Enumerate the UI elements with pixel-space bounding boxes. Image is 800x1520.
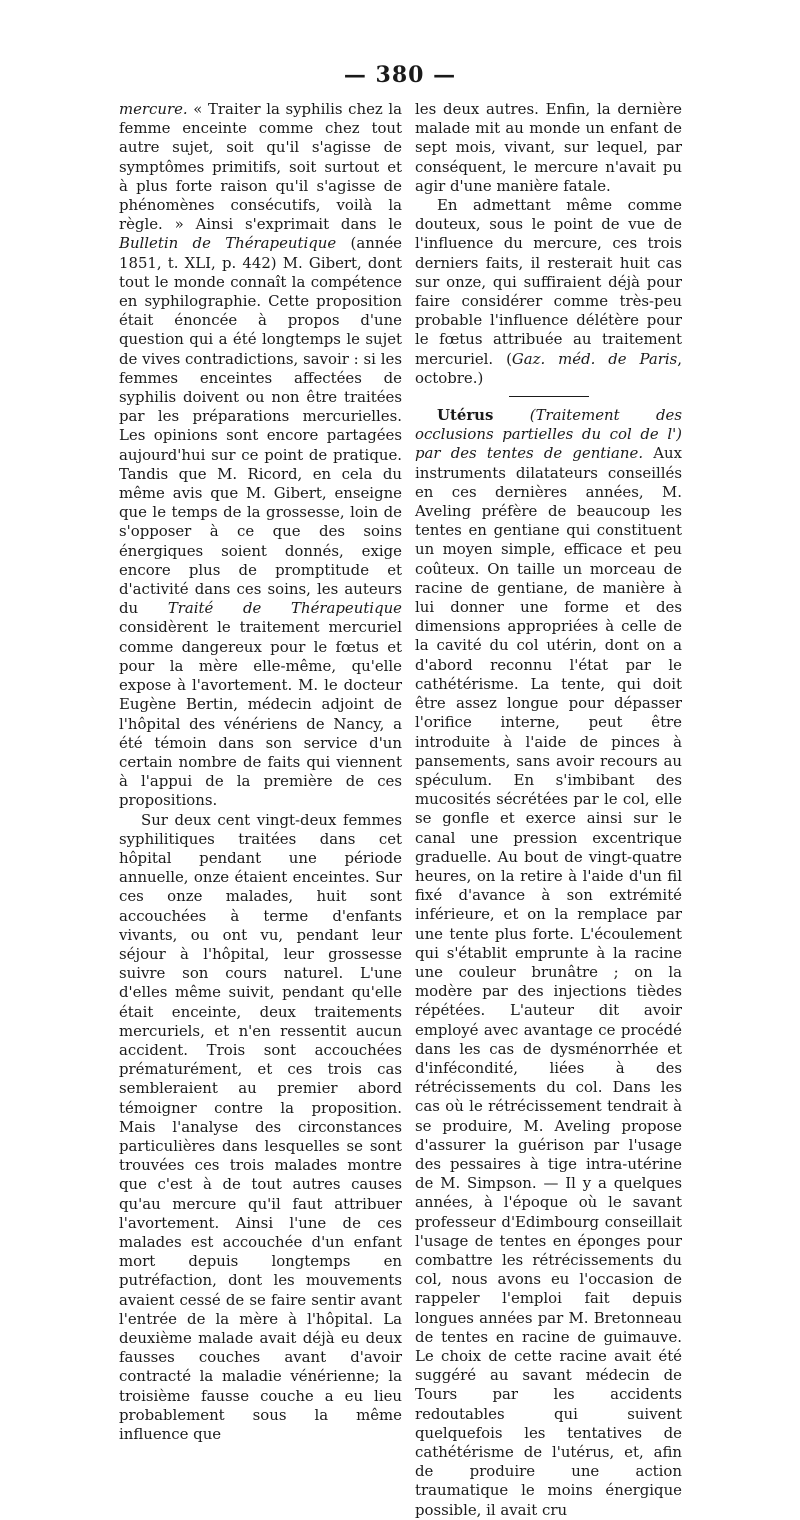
paragraph-text: , octobre.)	[415, 349, 682, 387]
lead-word: mercure.	[119, 100, 188, 118]
section-title: Utérus	[437, 406, 494, 425]
paragraph: Sur deux cent vingt-deux femmes syphilitiques traitées dans cet hôpital pendant une période annuelle, onze étaient enceintes. Sur ces onze malades, huit sont accouchées à terme d'enfants vivants, ou ont vu, pendant leur séjour à l'hôpital, leur grossesse suivre son cours naturel. L'une d'elles même suivit, pendant qu'elle était enceinte, deux traitements mercuriels, et n'en ressentit aucun accident. Trois sont accouchées prématurément, et ces trois cas sembleraient au premier abord témoigner contre la proposition. Mais l'analyse des circonstances particulières dans lesquelles se sont trouvées ces trois malades montre que c'est à de tout autres causes qu'au mercure qu'il faut attribuer l'avortement. Ainsi l'une de ces malades est accouchée d'un enfant mort depuis longtemps en putréfaction, dont les mouvements avaient cessé de se faire sentir avant l'entrée de la mère à l'hôpital. La deuxième malade avait déjà eu deux fausses couches avant d'avoir contracté la maladie vénérienne; la troisième fausse couche a eu lieu probablement sous la même influence que	[119, 810, 402, 1444]
right-column	[415, 100, 682, 1520]
paragraph-text: En admettant même comme douteux, sous le point de vue de l'influence du mercure, ces trois derniers faits, il resterait huit cas sur onze, qui suffiraient déjà pour faire considérer comme très-peu probable l'influence délétère pour le fœtus attribuée au traitement mercuriel. (	[415, 196, 682, 368]
left-column	[119, 100, 402, 1444]
paragraph	[119, 100, 402, 811]
paragraph-text: (année 1851, t. XLI, p. 442) M. Gibert, dont tout le monde connaît la compétence en syphilographie. Cette proposition était énoncée à propos d'une question qui a été longtemps le sujet de vives contradictions, savoir : si les femmes enceintes affectées de syphilis doivent ou non être traitées par les préparations mercurielles. Les opinions sont encore partagées aujourd'hui sur ce point de pratique. Tandis que M. Ricord, en cela du même avis que M. Gibert, enseigne que le temps de la grossesse, loin de s'opposer à ce que des soins énergiques soient donnés, exige encore plus de promptitude et d'activité dans ces soins, les auteurs du	[119, 234, 402, 618]
paragraph	[415, 196, 682, 388]
paragraph-text: « Traiter la syphilis chez la femme enceinte comme chez tout autre sujet, soit qu'il s'agisse de symptômes primitifs, soit surtout et à plus forte raison qu'il s'agisse de phénomènes consécutifs, voilà la règle. » Ainsi s'exprimait dans le	[119, 100, 402, 234]
paragraph: les deux autres. Enfin, la dernière malade mit au monde un enfant de sept mois, vivant, sur lequel, par conséquent, le mercure n'avait pu agir d'une manière fatale.	[415, 100, 682, 195]
page-number: — 380 —	[343, 62, 457, 88]
section-divider	[509, 396, 589, 397]
section-paragraph	[415, 406, 682, 1520]
journal-title: Bulletin de Thérapeutique	[119, 234, 337, 253]
paragraph-text: Aux instruments dilatateurs conseillés en ces dernières années, M. Aveling préfère de beaucoup les tentes en gentiane qui constituent un moyen simple, efficace et peu coûteux. On taille un morceau de racine de gentiane, de manière à lui donner une forme et des dimensions appropriées à celle de la cavité du col utérin, dont on a d'abord reconnu l'état par le cathétérisme. La tente, qui doit être assez longue pour dépasser l'orifice interne, peut être introduite à l'aide de pinces à pansements, sans avoir recours au spéculum. En s'imbibant des mucosités sécrétées par le col, elle se gonfle et exerce ainsi sur le canal une pression excentrique graduelle. Au bout de vingt-quatre heures, on la retire à l'aide d'un fil fixé d'avance à son extrémité inférieure, et on la remplace par une tente plus forte. L'écoulement qui s'établit emprunte à la racine une couleur brunâtre ; on la modère par des injections tièdes répétées. L'auteur dit avoir employé avec avantage ce procédé dans les cas de dysménorrhée et d'infécondité, liées à des rétrécissements du col. Dans les cas où le rétrécissement tendrait à se produire, M. Aveling propose d'assurer la guérison par l'usage des pessaires à tige intra-utérine de M. Simpson. — Il y a quelques années, à l'époque où le savant professeur d'Edimbourg conseillait l'usage de tentes en éponges pour combattre les rétrécissements du col, nous avons eu l'occasion de rappeler l'emploi fait depuis longues années par M. Bretonneau de tentes en racine de guimauve. Le choix de cette racine avait été suggéré au savant médecin de Tours par les accidents redoutables qui suivent quelquefois les tentatives de cathétérisme de l'utérus, et, afin de produire une action traumatique le moins énergique possible, il avait cru	[415, 444, 682, 1519]
paragraph-text: considèrent le traitement mercuriel comme dangereux pour le fœtus et pour la mère elle-même, qu'elle expose à l'avortement. M. le docteur Eugène Bertin, médecin adjoint de l'hôpital des vénériens de Nancy, a été témoin dans son service d'un certain nombre de faits qui viennent à l'appui de la première de ces propositions.	[119, 618, 402, 810]
section-subtitle: (Traitement des occlusions partielles du col de l') par des tentes de gentiane.	[415, 406, 682, 463]
book-title: Traité de Thérapeutique	[167, 599, 402, 618]
source-citation: Gaz. méd. de Paris	[511, 349, 678, 368]
